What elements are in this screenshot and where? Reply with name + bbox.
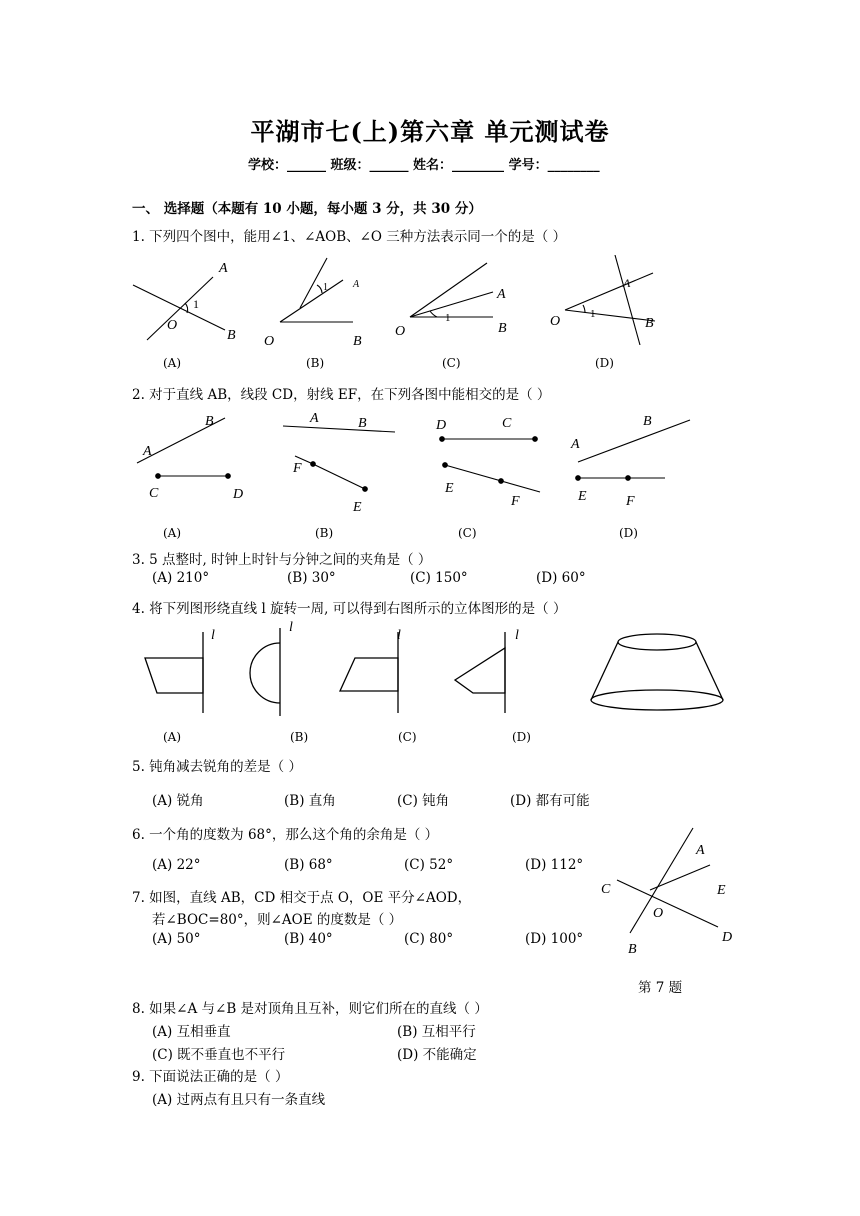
label: D bbox=[233, 487, 244, 502]
option: (C) 150° bbox=[410, 570, 468, 586]
label: O bbox=[395, 324, 406, 339]
figure-caption: (B) bbox=[306, 356, 325, 370]
label: C bbox=[502, 416, 512, 431]
question-4-stem: 4. 将下列图形绕直线 l 旋转一周, 可以得到右图所示的立体图形的是（ ） bbox=[132, 601, 567, 617]
label: A bbox=[310, 411, 319, 426]
option: (D) 112° bbox=[525, 857, 584, 873]
option: (A) 互相垂直 bbox=[152, 1024, 231, 1040]
option: (A) 210° bbox=[152, 570, 210, 586]
label: O bbox=[167, 318, 178, 333]
question-7-figure bbox=[595, 825, 745, 960]
question-3-stem: 3. 5 点整时, 时钟上时针与分钟之间的夹角是（ ） bbox=[132, 552, 432, 568]
option: (B) 互相平行 bbox=[397, 1024, 476, 1040]
label: 1 bbox=[445, 312, 451, 324]
label: O bbox=[653, 906, 664, 921]
question-2-stem: 2. 对于直线 AB，线段 CD，射线 EF，在下列各图中能相交的是（ ） bbox=[132, 387, 551, 403]
label: B bbox=[205, 414, 214, 429]
label: E bbox=[445, 481, 454, 496]
option: (A) 锐角 bbox=[152, 793, 204, 809]
axis-label: l bbox=[515, 628, 519, 643]
label: A bbox=[143, 444, 152, 459]
label: A bbox=[353, 279, 360, 290]
figure-caption: (A) bbox=[163, 526, 182, 540]
option: (B) 68° bbox=[284, 857, 333, 873]
option: (B) 30° bbox=[287, 570, 336, 586]
option: (C) 既不垂直也不平行 bbox=[152, 1047, 286, 1063]
figure-caption: (D) bbox=[512, 730, 531, 744]
figure-caption: 第 7 题 bbox=[638, 980, 683, 996]
label: E bbox=[717, 883, 726, 898]
question-7-stem-continued: 若∠BOC=80°，则∠AOE 的度数是（ ） bbox=[152, 912, 403, 928]
axis-label: l bbox=[211, 628, 215, 643]
option: (A) 22° bbox=[152, 857, 201, 873]
label: B bbox=[645, 316, 654, 331]
axis-label: l bbox=[397, 628, 401, 643]
label: D bbox=[436, 418, 447, 433]
label: F bbox=[293, 461, 302, 476]
label: 1 bbox=[590, 308, 596, 320]
label: A bbox=[696, 843, 705, 858]
label: B bbox=[353, 334, 362, 345]
option: (B) 40° bbox=[284, 931, 333, 947]
question-2-figures bbox=[125, 408, 705, 518]
label: E bbox=[353, 500, 362, 515]
label: B bbox=[227, 328, 236, 343]
label: E bbox=[578, 489, 587, 504]
label: A bbox=[571, 437, 580, 452]
option: (B) 直角 bbox=[284, 793, 336, 809]
label: F bbox=[626, 494, 635, 509]
axis-label: l bbox=[289, 620, 293, 635]
figure-caption: (D) bbox=[619, 526, 638, 540]
figure-caption: (A) bbox=[163, 356, 182, 370]
question-8-stem: 8. 如果∠A 与∠B 是对顶角且互补，则它们所在的直线（ ） bbox=[132, 1001, 488, 1017]
label: 1 bbox=[323, 282, 328, 293]
section-heading: 一、 选择题（本题有 10 小题，每小题 3 分，共 30 分） bbox=[132, 201, 482, 217]
label: B bbox=[498, 321, 507, 336]
figure-caption: (D) bbox=[595, 356, 614, 370]
label: F bbox=[511, 494, 520, 509]
option: (D) 都有可能 bbox=[510, 793, 590, 809]
figure-caption: (A) bbox=[163, 730, 182, 744]
question-7-stem: 7. 如图，直线 AB，CD 相交于点 O，OE 平分∠AOD， bbox=[132, 890, 472, 906]
question-1-figures bbox=[125, 255, 685, 345]
label: B bbox=[628, 942, 637, 957]
option: (D) 60° bbox=[536, 570, 586, 586]
question-1-stem: 1. 下列四个图中，能用∠1、∠AOB、∠O 三种方法表示同一个的是（ ） bbox=[132, 229, 567, 245]
option: (C) 钝角 bbox=[397, 793, 450, 809]
figure-caption: (C) bbox=[458, 526, 477, 540]
question-6-stem: 6. 一个角的度数为 68°，那么这个角的余角是（ ） bbox=[132, 827, 439, 843]
label: A bbox=[497, 287, 506, 302]
label: O bbox=[550, 314, 561, 329]
student-info-line: 学校：______ 班级：______ 姓名：________ 学号：________ bbox=[248, 158, 600, 173]
option: (A) 50° bbox=[152, 931, 201, 947]
label: D bbox=[722, 930, 733, 945]
label: B bbox=[643, 414, 652, 429]
figure-caption: (B) bbox=[315, 526, 334, 540]
page-title: 平湖市七(上)第六章 单元测试卷 bbox=[250, 117, 610, 146]
question-9-stem: 9. 下面说法正确的是（ ） bbox=[132, 1069, 289, 1085]
label: C bbox=[601, 882, 611, 897]
label: O bbox=[264, 334, 275, 345]
figure-caption: (C) bbox=[442, 356, 461, 370]
figure-caption: (C) bbox=[398, 730, 417, 744]
label: B bbox=[358, 416, 367, 431]
option: (C) 52° bbox=[404, 857, 454, 873]
question-4-figures bbox=[125, 618, 725, 723]
option: (D) 不能确定 bbox=[397, 1047, 477, 1063]
option: (A) 过两点有且只有一条直线 bbox=[152, 1092, 326, 1108]
label: C bbox=[149, 486, 159, 501]
option: (D) 100° bbox=[525, 931, 584, 947]
option: (C) 80° bbox=[404, 931, 454, 947]
label: A bbox=[219, 261, 228, 276]
figure-caption: (B) bbox=[290, 730, 309, 744]
label: 1 bbox=[193, 297, 199, 311]
question-5-stem: 5. 钝角减去锐角的差是（ ） bbox=[132, 759, 302, 775]
label: A bbox=[623, 276, 631, 290]
